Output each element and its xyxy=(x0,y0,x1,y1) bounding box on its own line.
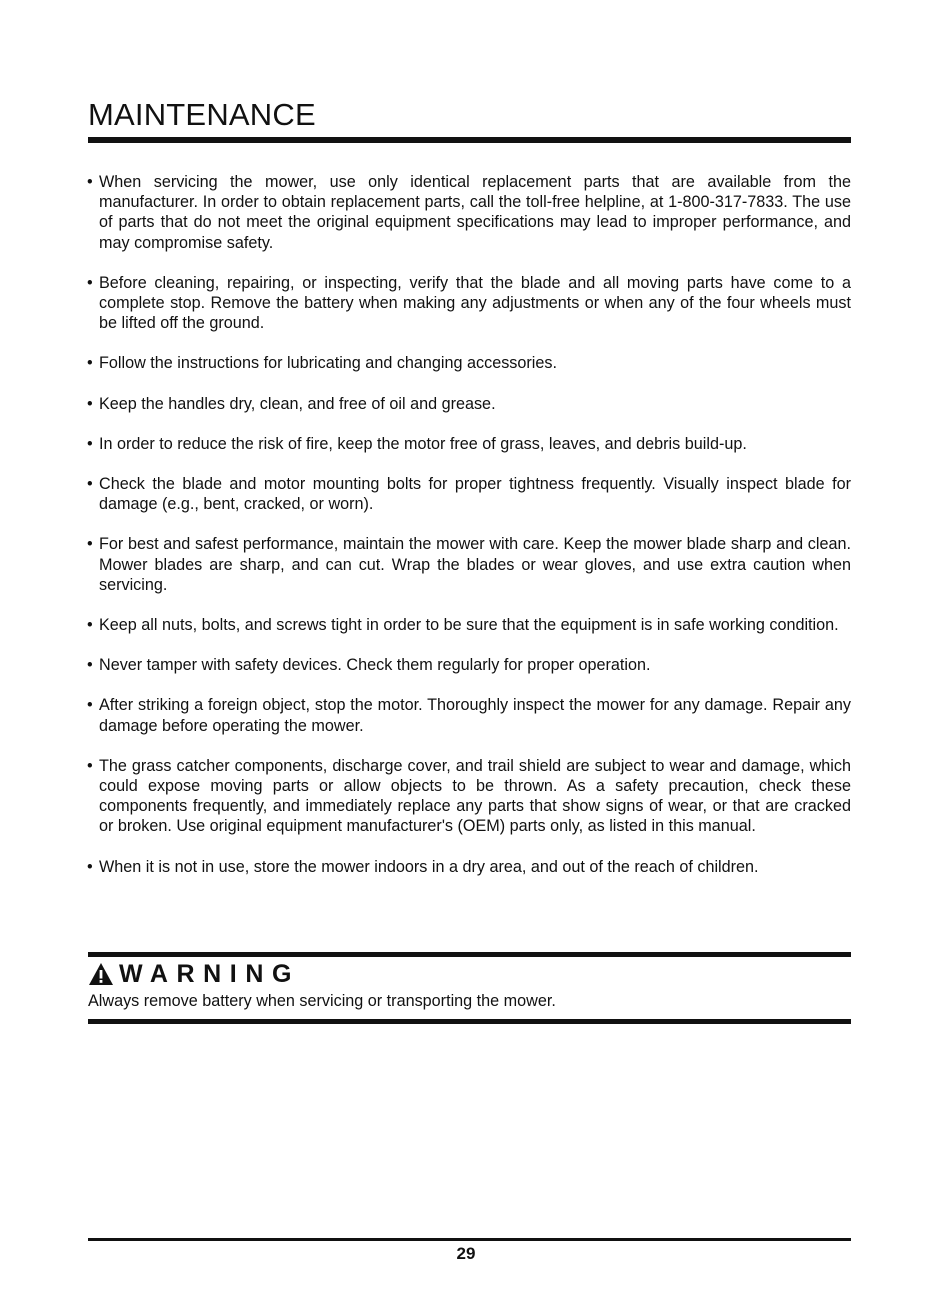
list-item: • When it is not in use, store the mower indoors in a dry area, and out of the reach of children. xyxy=(88,857,851,877)
list-item: • Before cleaning, repairing, or inspecting, verify that the blade and all moving parts have come to a complete stop. Remove the battery when making any adjustments or when any of the four wheels must be lifted off the ground. xyxy=(88,273,851,334)
page-number: 29 xyxy=(456,1244,476,1263)
warning-top-divider xyxy=(88,952,851,957)
list-item: • When servicing the mower, use only identical replacement parts that are available from the manufacturer. In order to obtain replacement parts, call the toll-free helpline, at 1-800-317-7833. The use of parts that do not meet the original equipment specifications may lead to improper performance, and may compromise safety. xyxy=(88,172,851,253)
maintenance-list xyxy=(88,172,851,897)
list-item: • Check the blade and motor mounting bolts for proper tightness frequently. Visually inspect blade for damage (e.g., bent, cracked, or worn). xyxy=(88,474,851,514)
footer-divider xyxy=(88,1238,851,1241)
warning-text: Always remove battery when servicing or transporting the mower. xyxy=(88,992,556,1010)
title-divider xyxy=(88,137,851,143)
list-item: • Follow the instructions for lubricating and changing accessories. xyxy=(88,353,851,373)
list-item: • For best and safest performance, maintain the mower with care. Keep the mower blade sharp and clean. Mower blades are sharp, and can cut. Wrap the blades or wear gloves, and use extra caution when servicing. xyxy=(88,534,851,595)
list-item: • Keep all nuts, bolts, and screws tight in order to be sure that the equipment is in safe working condition. xyxy=(88,615,851,635)
warning-heading xyxy=(88,959,300,989)
warning-bottom-divider xyxy=(88,1019,851,1024)
list-item: • The grass catcher components, discharge cover, and trail shield are subject to wear and damage, which could expose moving parts or allow objects to be thrown. As a safety precaution, check these components frequently, and immediately replace any parts that show signs of wear, or that are cracked or broken. Use original equipment manufacturer's (OEM) parts only, as listed in this manual. xyxy=(88,756,851,837)
list-item: • Never tamper with safety devices. Check them regularly for proper operation. xyxy=(88,655,851,675)
page-title: MAINTENANCE xyxy=(88,97,316,132)
list-item: • Keep the handles dry, clean, and free of oil and grease. xyxy=(88,394,851,414)
list-item: • In order to reduce the risk of fire, keep the motor free of grass, leaves, and debris build-up. xyxy=(88,434,851,454)
warning-label: WARNING xyxy=(119,960,301,988)
list-item: • After striking a foreign object, stop the motor. Thoroughly inspect the mower for any damage. Repair any damage before operating the mower. xyxy=(88,695,851,735)
warning-triangle-icon xyxy=(88,962,114,986)
